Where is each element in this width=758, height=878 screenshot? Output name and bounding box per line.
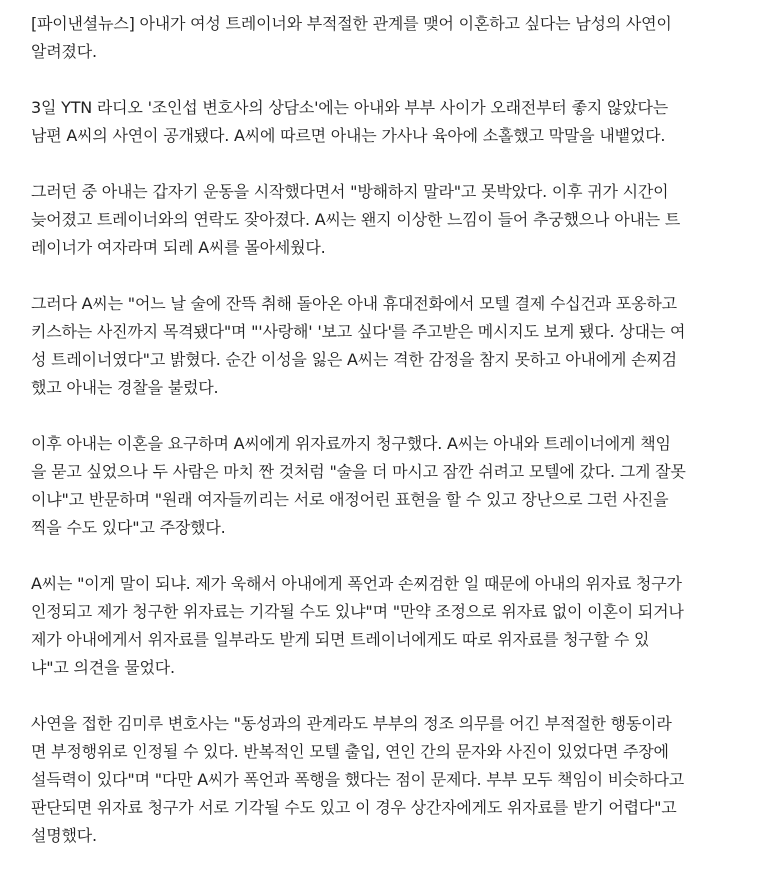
text-line: 이후 아내는 이혼을 요구하며 A씨에게 위자료까지 청구했다. A씨는 아내와 트레이너에게 책임 <box>31 434 671 453</box>
text-line: 인정되고 제가 청구한 위자료는 기각될 수도 있냐"며 "만약 조정으로 위자료 없이 이혼이 되거나 <box>31 602 684 621</box>
article-body <box>31 10 731 878</box>
paragraph <box>31 570 731 682</box>
text-line: 3일 YTN 라디오 '조인섭 변호사의 상담소'에는 아내와 부부 사이가 오래전부터 좋지 않았다는 <box>31 98 668 117</box>
paragraph <box>31 178 731 262</box>
text-line: [파이낸셜뉴스] 아내가 여성 트레이너와 부적절한 관계를 맺어 이혼하고 싶다는 남성의 사연이 <box>31 14 672 33</box>
text-line: 성 트레이너였다"고 밝혔다. 순간 이성을 잃은 A씨는 격한 감정을 참지 못하고 아내에게 손찌검 <box>31 350 677 369</box>
paragraph <box>31 710 731 850</box>
text-line: 키스하는 사진까지 목격됐다"며 "'사랑해' '보고 싶다'를 주고받은 메시지도 보게 됐다. 상대는 여 <box>31 322 686 341</box>
text-line: 사연을 접한 김미루 변호사는 "동성과의 관계라도 부부의 정조 의무를 어긴 부적절한 행동이라 <box>31 714 672 733</box>
text-line: 찍을 수도 있다"고 주장했다. <box>31 518 226 537</box>
text-line: 이냐"고 반문하며 "원래 여자들끼리는 서로 애정어린 표현을 할 수 있고 장난으로 그런 사진을 <box>31 490 669 509</box>
text-line: 면 부정행위로 인정될 수 있다. 반복적인 모텔 출입, 연인 간의 문자와 사진이 있었다면 주장에 <box>31 742 669 761</box>
text-line: 늦어졌고 트레이너와의 연락도 잦아졌다. A씨는 왠지 이상한 느낌이 들어 추궁했으나 아내는 트 <box>31 210 681 229</box>
text-line: 설득력이 있다"며 "다만 A씨가 폭언과 폭행을 했다는 점이 문제다. 부부 모두 책임이 비슷하다고 <box>31 770 685 789</box>
text-line: 알려졌다. <box>31 42 97 61</box>
text-line: 을 묻고 싶었으나 두 사람은 마치 짠 것처럼 "술을 더 마시고 잠깐 쉬려고 모텔에 갔다. 그게 잘못 <box>31 462 686 481</box>
text-line: 설명했다. <box>31 826 97 845</box>
text-line: A씨는 "이게 말이 되냐. 제가 욱해서 아내에게 폭언과 손찌검한 일 때문에 아내의 위자료 청구가 <box>31 574 682 593</box>
text-line: 제가 아내에게서 위자료를 일부라도 받게 되면 트레이너에게도 따로 위자료를 청구할 수 있 <box>31 630 650 649</box>
text-line: 그러던 중 아내는 갑자기 운동을 시작했다면서 "방해하지 말라"고 못박았다. 이후 귀가 시간이 <box>31 182 669 201</box>
text-line: 남편 A씨의 사연이 공개됐다. A씨에 따르면 아내는 가사나 육아에 소홀했고 막말을 내뱉었다. <box>31 126 666 145</box>
text-line: 레이너가 여자라며 되레 A씨를 몰아세웠다. <box>31 238 326 257</box>
text-line: 했고 아내는 경찰을 불렀다. <box>31 378 219 397</box>
paragraph <box>31 94 731 150</box>
text-line: 그러다 A씨는 "어느 날 술에 잔뜩 취해 돌아온 아내 휴대전화에서 모텔 결제 수십건과 포옹하고 <box>31 294 677 313</box>
text-line: 판단되면 위자료 청구가 서로 기각될 수도 있고 이 경우 상간자에게도 위자료를 받기 어렵다"고 <box>31 798 677 817</box>
paragraph-intro <box>31 10 731 66</box>
text-line: 냐"고 의견을 물었다. <box>31 658 175 677</box>
paragraph <box>31 430 731 542</box>
paragraph <box>31 290 731 402</box>
